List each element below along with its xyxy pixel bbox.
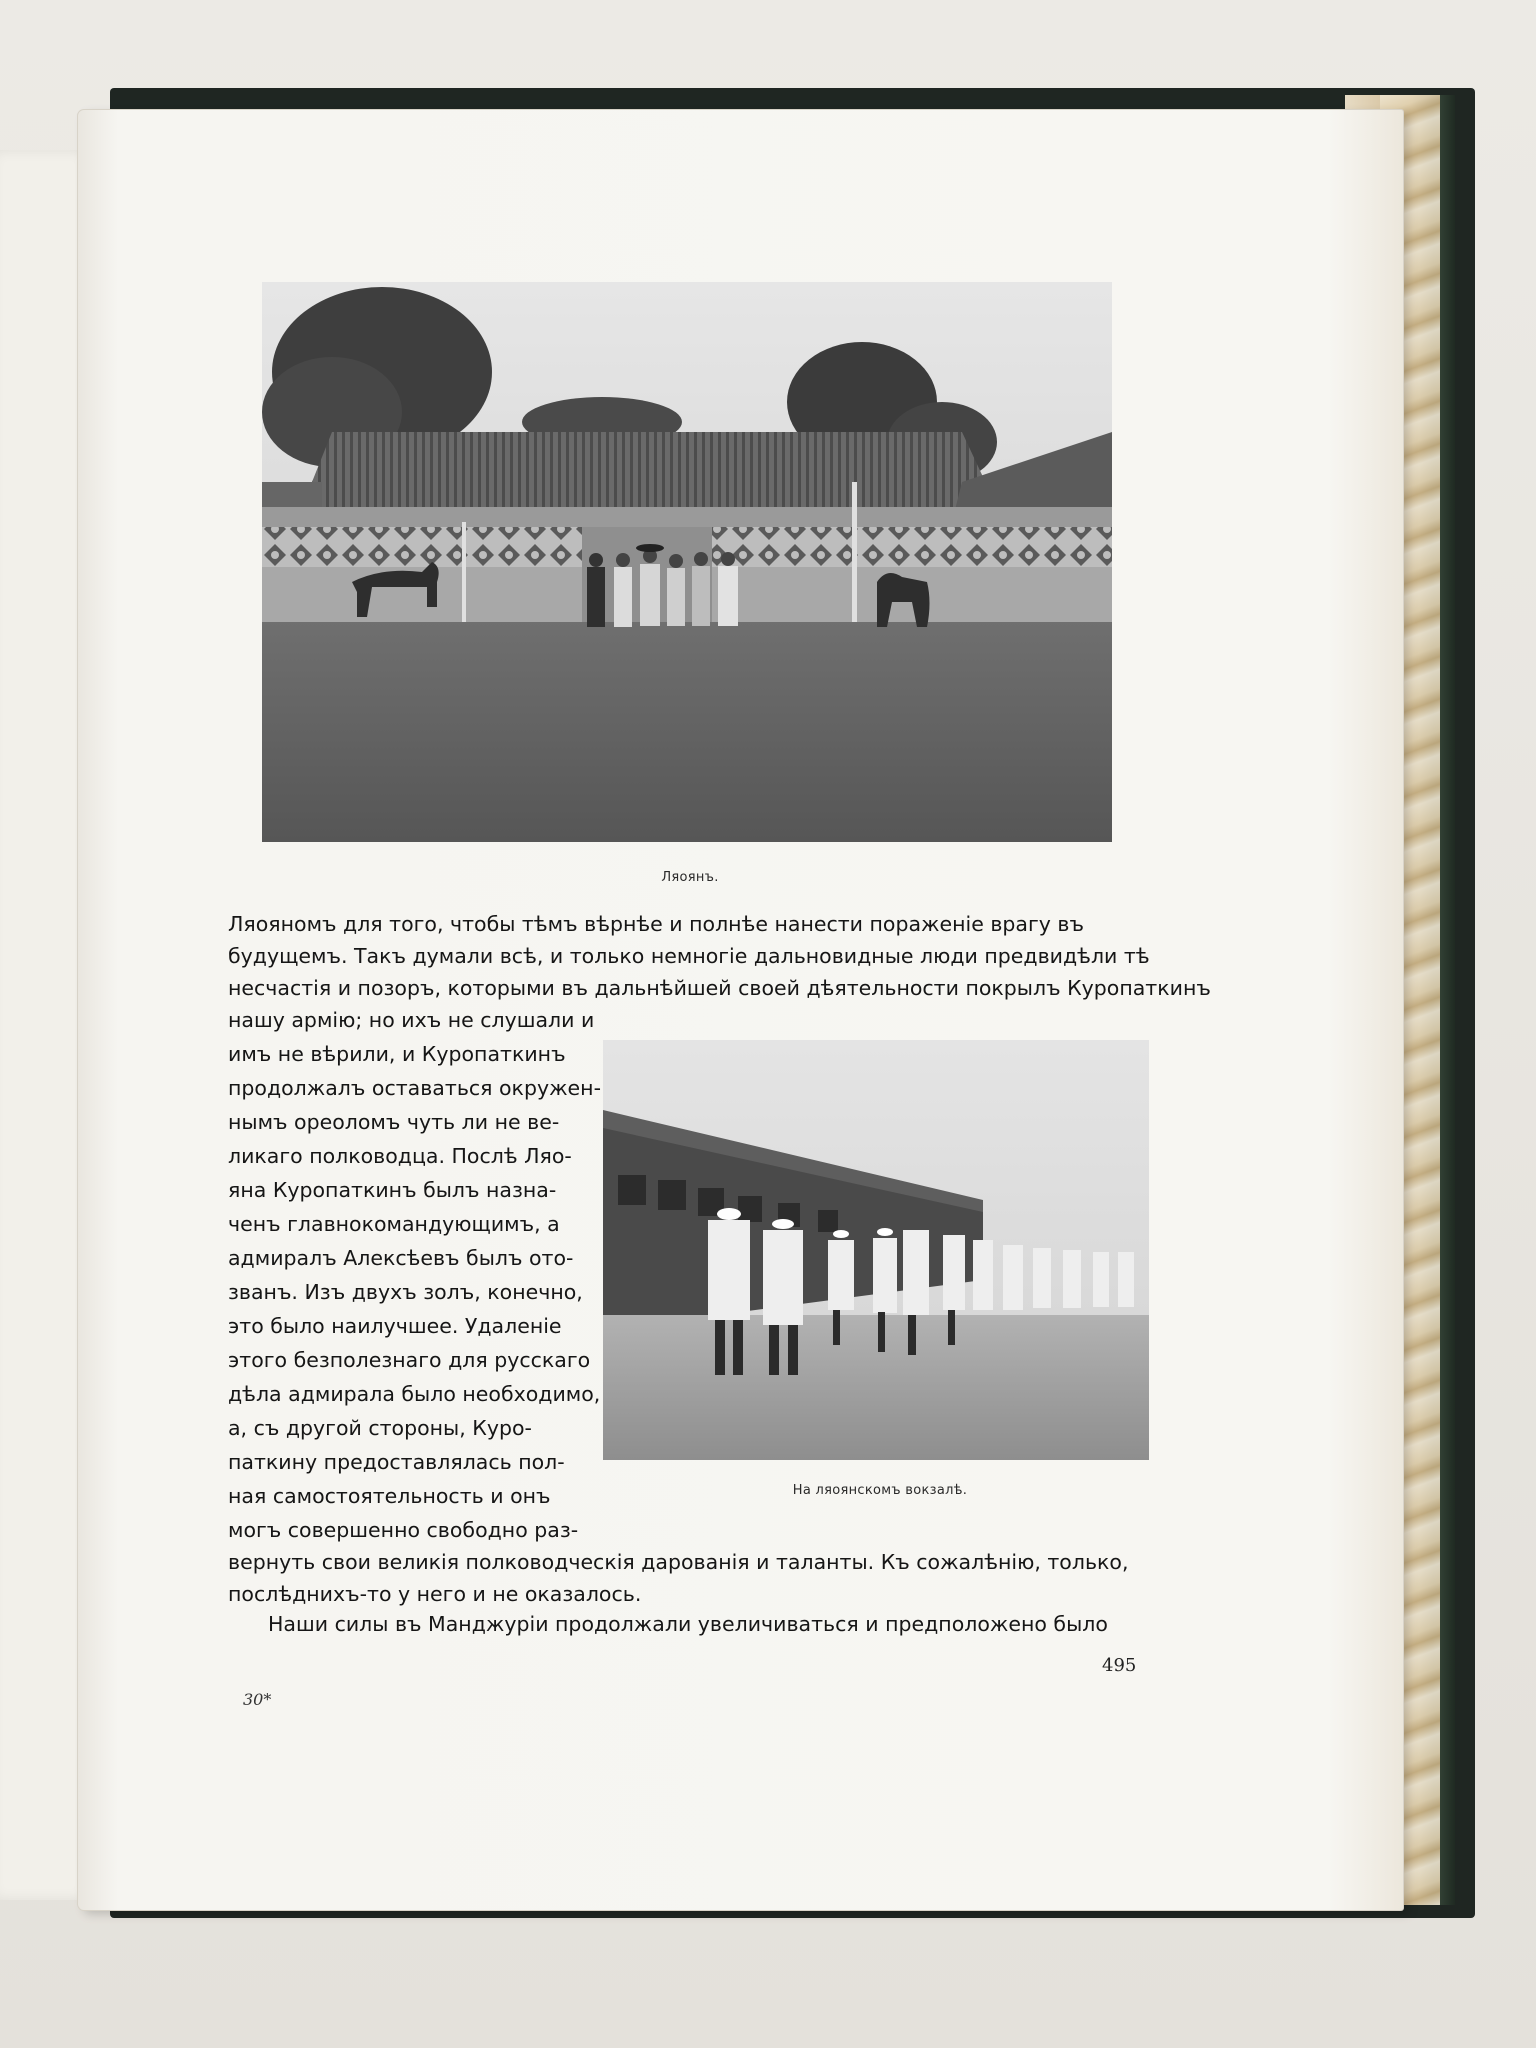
page-number: 495 — [1102, 1655, 1137, 1676]
column-line: имъ не вѣрили, и Куропаткинъ — [228, 1042, 566, 1066]
column-line: могъ совершенно свободно раз- — [228, 1518, 579, 1542]
signature-mark: 30* — [243, 1690, 272, 1709]
column-line: а, съ другой стороны, Куро- — [228, 1416, 532, 1440]
text-line: вернуть свои великія полководческія дарованія и таланты. Къ сожалѣнію, только, — [228, 1550, 1129, 1574]
column-line: паткину предоставлялась пол- — [228, 1450, 565, 1474]
text-line: Ляояномъ для того, чтобы тѣмъ вѣрнѣе и полнѣе нанести пораженіе врагу въ — [228, 912, 1084, 936]
column-line: ная самостоятельность и онъ — [228, 1484, 551, 1508]
column-line: яна Куропаткинъ былъ назна- — [228, 1178, 557, 1202]
text-line: несчастія и позоръ, которыми въ дальнѣйшей своей дѣятельности покрылъ Куропаткинъ — [228, 976, 1211, 1000]
column-line: ченъ главнокомандующимъ, а — [228, 1212, 560, 1236]
column-line: нашу армію; но ихъ не слушали и — [228, 1008, 595, 1032]
text-line: послѣднихъ-то у него и не оказалось. — [228, 1582, 642, 1606]
photo-liaoyang-station — [603, 1040, 1149, 1460]
column-line: это было наилучшее. Удаленіе — [228, 1314, 562, 1338]
column-line: адмиралъ Алексѣевъ былъ ото- — [228, 1246, 574, 1270]
column-line: ликаго полководца. Послѣ Ляо- — [228, 1144, 572, 1168]
text-line: будущемъ. Такъ думали всѣ, и только немногіе дальновидные люди предвидѣли тѣ — [228, 944, 1150, 968]
photo-liaoyang-courtyard — [262, 282, 1112, 842]
column-line: званъ. Изъ двухъ золъ, конечно, — [228, 1280, 583, 1304]
column-line: этого безполезнаго для русскаго — [228, 1348, 591, 1372]
text-line-indented: Наши силы въ Манджуріи продолжали увеличиваться и предположено было — [268, 1612, 1108, 1636]
column-line: продолжалъ оставаться окружен- — [228, 1076, 601, 1100]
photo1-caption: Ляоянъ. — [661, 870, 719, 885]
photo2-caption: На ляоянскомъ вокзалѣ. — [792, 1483, 968, 1498]
column-line: нымъ ореоломъ чуть ли не ве- — [228, 1110, 560, 1134]
column-line: дѣла адмирала было необходимо, — [228, 1382, 601, 1406]
